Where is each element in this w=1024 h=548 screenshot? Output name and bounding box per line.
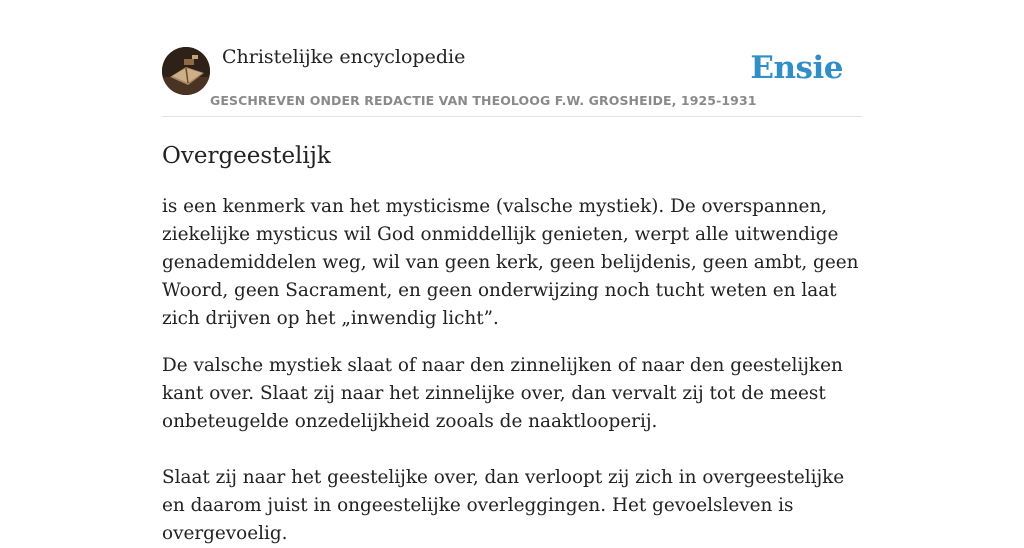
site-header <box>162 0 862 117</box>
article-title: Overgeestelijk <box>162 143 331 169</box>
article-paragraph: De valsche mystiek slaat of naar den zinnelijken of naar den geestelijken kant over. Slaat zij naar het zinnelijke over, dan vervalt zij tot de meest onbeteugelde onzedelijkheid zooals de naaktlooperij. <box>162 355 843 432</box>
book-avatar-icon[interactable] <box>162 47 210 95</box>
site-title[interactable]: Christelijke encyclopedie <box>222 46 466 68</box>
article-paragraph: is een kenmerk van het mysticisme (valsche mystiek). De overspannen, ziekelijke mysticus wil God onmiddellijk genieten, werpt alle uitwendige genademiddelen weg, wil van geen kerk, geen belijdenis, geen ambt, geen Woord, geen Sacrament, en geen onderwijzing noch tucht weten en laat zich drijven op het „inwendig licht”. <box>162 196 859 329</box>
article-paragraph: Slaat zij naar het geestelijke over, dan verloopt zij zich in overgeestelijke en daarom juist in ongeestelijke overleggingen. Het gevoelsleven is overgevoelig. <box>162 467 845 544</box>
ensie-logo-link[interactable]: Ensie <box>750 50 843 86</box>
site-subtitle: GESCHREVEN ONDER REDACTIE VAN THEOLOOG F.W. GROSHEIDE, 1925-1931 <box>210 93 757 108</box>
page <box>162 0 862 548</box>
